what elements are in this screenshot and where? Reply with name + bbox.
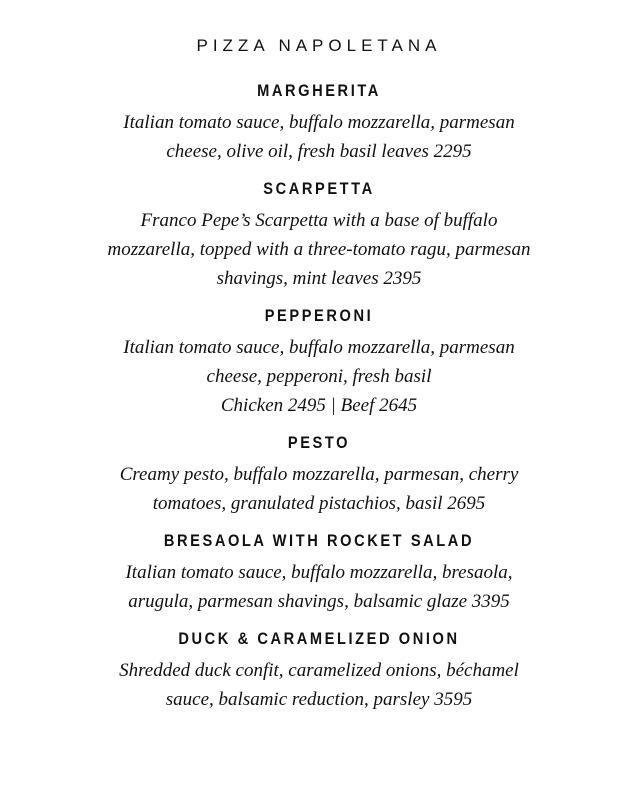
description-line: Italian tomato sauce, buffalo mozzarella, parmesan bbox=[123, 112, 515, 133]
menu-item-pesto bbox=[0, 432, 638, 518]
menu-item-name: SCARPETTA bbox=[263, 179, 375, 198]
menu-item-name: MARGHERITA bbox=[257, 81, 381, 100]
description-line: Franco Pepe’s Scarpetta with a base of buffalo bbox=[140, 210, 498, 231]
menu-item-description bbox=[39, 206, 599, 293]
menu-item-description bbox=[39, 558, 599, 616]
menu-item-name: PEPPERONI bbox=[264, 306, 374, 325]
description-line: Chicken 2495 | Beef 2645 bbox=[220, 395, 418, 416]
menu-item-name: DUCK & CARAMELIZED ONION bbox=[178, 629, 460, 648]
menu-item-description bbox=[39, 656, 599, 714]
description-line: mozzarella, topped with a three-tomato ragu, parmesan bbox=[107, 239, 531, 260]
description-line: arugula, parmesan shavings, balsamic glaze 3395 bbox=[128, 591, 510, 612]
menu-item-bresaola bbox=[0, 530, 638, 616]
menu-item-description bbox=[39, 460, 599, 518]
menu-item-name: PESTO bbox=[287, 433, 351, 452]
description-line: Italian tomato sauce, buffalo mozzarella, bresaola, bbox=[125, 562, 513, 583]
menu-item-description bbox=[39, 333, 599, 420]
menu-item-pepperoni bbox=[0, 305, 638, 420]
description-line: tomatoes, granulated pistachios, basil 2695 bbox=[152, 493, 486, 514]
description-line: Italian tomato sauce, buffalo mozzarella, parmesan bbox=[123, 337, 515, 358]
description-line: Shredded duck confit, caramelized onions, béchamel bbox=[119, 660, 519, 681]
menu-item-description bbox=[39, 108, 599, 166]
menu-item-margherita bbox=[0, 80, 638, 166]
menu-section-title: PIZZA NAPOLETANA bbox=[196, 36, 442, 55]
menu-item-duck bbox=[0, 628, 638, 714]
description-line: shavings, mint leaves 2395 bbox=[216, 268, 422, 289]
menu-item-name: BRESAOLA WITH ROCKET SALAD bbox=[163, 531, 475, 550]
menu-item-scarpetta bbox=[0, 178, 638, 293]
description-line: cheese, pepperoni, fresh basil bbox=[206, 366, 432, 387]
description-line: cheese, olive oil, fresh basil leaves 2295 bbox=[166, 141, 472, 162]
description-line: sauce, balsamic reduction, parsley 3595 bbox=[165, 689, 473, 710]
description-line: Creamy pesto, buffalo mozzarella, parmesan, cherry bbox=[119, 464, 519, 485]
